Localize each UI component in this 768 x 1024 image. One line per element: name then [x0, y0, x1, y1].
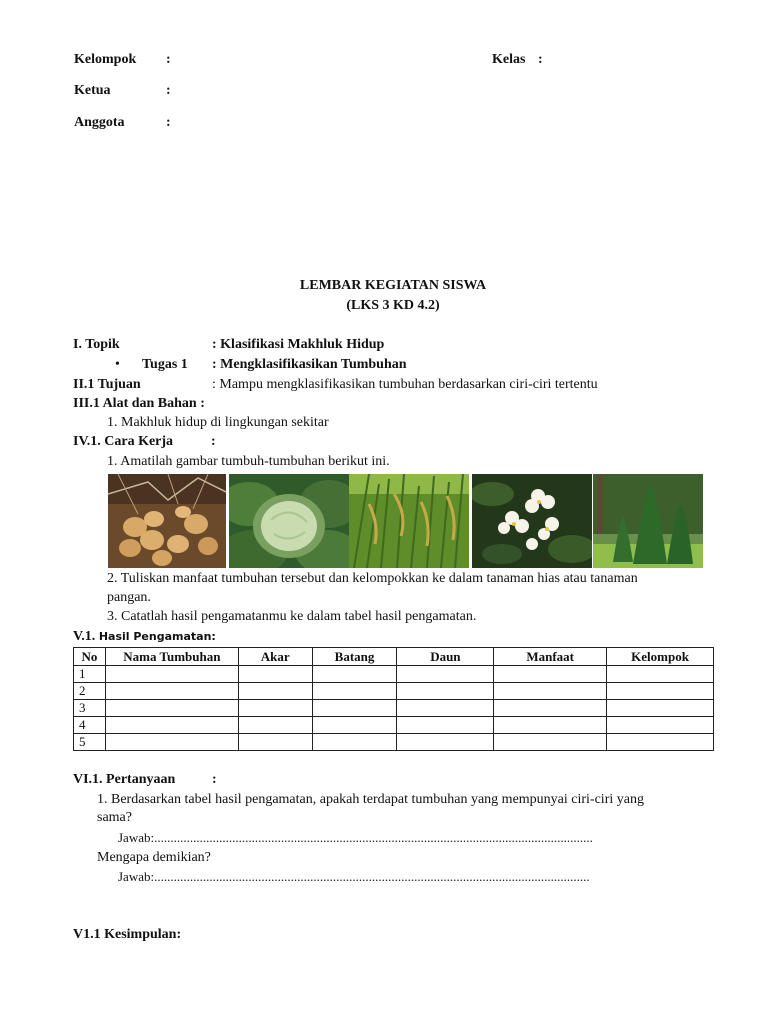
- table-cell[interactable]: [238, 717, 312, 734]
- column-header-no: No: [74, 648, 106, 666]
- table-cell[interactable]: [494, 666, 607, 683]
- table-cell[interactable]: [397, 734, 494, 751]
- table-row: [74, 717, 714, 734]
- anggota-colon: :: [166, 115, 171, 130]
- column-header-manfaat: Manfaat: [494, 648, 607, 666]
- column-header-akar: Akar: [238, 648, 312, 666]
- table-cell[interactable]: [105, 734, 238, 751]
- kelompok-label: Kelompok: [74, 52, 137, 67]
- row-number: 4: [74, 717, 106, 734]
- kelas-colon: :: [538, 52, 543, 67]
- tujuan-value: : Mampu mengklasifikasikan tumbuhan berdasarkan ciri-ciri tertentu: [212, 377, 598, 392]
- table-cell[interactable]: [238, 734, 312, 751]
- bullet-icon: •: [115, 357, 120, 372]
- observation-table: [73, 647, 714, 751]
- table-cell[interactable]: [312, 683, 397, 700]
- table-row: [74, 683, 714, 700]
- row-number: 3: [74, 700, 106, 717]
- row-number: 2: [74, 683, 106, 700]
- table-cell[interactable]: [607, 734, 714, 751]
- table-cell[interactable]: [494, 717, 607, 734]
- cara-kerja-colon: :: [211, 434, 216, 449]
- table-cell[interactable]: [494, 734, 607, 751]
- question-2: Mengapa demikian?: [97, 850, 211, 865]
- column-header-batang: Batang: [312, 648, 397, 666]
- cabbage-image: [229, 474, 349, 568]
- table-cell[interactable]: [105, 683, 238, 700]
- step-1: 1. Amatilah gambar tumbuh-tumbuhan berikut ini.: [107, 454, 390, 469]
- kelompok-colon: :: [166, 52, 171, 67]
- table-cell[interactable]: [312, 666, 397, 683]
- table-cell[interactable]: [238, 683, 312, 700]
- table-cell[interactable]: [607, 666, 714, 683]
- table-row: [74, 700, 714, 717]
- frangipani-flower-image: [472, 474, 592, 568]
- column-header-kelompok: Kelompok: [607, 648, 714, 666]
- step-3: 3. Catatlah hasil pengamatanmu ke dalam tabel hasil pengamatan.: [107, 609, 477, 624]
- table-cell[interactable]: [494, 700, 607, 717]
- table-cell[interactable]: [105, 666, 238, 683]
- ketua-colon: :: [166, 83, 171, 98]
- column-header-nama-tumbuhan: Nama Tumbuhan: [105, 648, 238, 666]
- hasil-pengamatan-label: [73, 629, 216, 645]
- tugas-value: : Mengklasifikasikan Tumbuhan: [212, 357, 407, 372]
- tugas-label: Tugas 1: [142, 357, 188, 372]
- hasil-pengamatan-number: V.1.: [73, 629, 96, 644]
- table-cell[interactable]: [312, 734, 397, 751]
- table-cell[interactable]: [397, 700, 494, 717]
- answer-line-2[interactable]: Jawab:......................................................................................................................................: [118, 869, 590, 884]
- table-cell[interactable]: [607, 700, 714, 717]
- alat-bahan-item: 1. Makhluk hidup di lingkungan sekitar: [107, 415, 329, 430]
- question-1-line-2: sama?: [97, 810, 132, 825]
- ketua-label: Ketua: [74, 83, 111, 98]
- kesimpulan-label: V1.1 Kesimpulan:: [73, 927, 182, 942]
- question-1-line-1: 1. Berdasarkan tabel hasil pengamatan, apakah terdapat tumbuhan yang mempunyai ciri-ciri yang: [97, 792, 644, 807]
- step-2-line-2: pangan.: [107, 590, 151, 605]
- potato-image: [108, 474, 226, 568]
- cara-kerja-label: IV.1. Cara Kerja: [73, 434, 174, 449]
- table-cell[interactable]: [312, 717, 397, 734]
- anggota-label: Anggota: [74, 115, 125, 130]
- table-header-row: [74, 648, 714, 666]
- table-cell[interactable]: [397, 717, 494, 734]
- document-subtitle: (LKS 3 KD 4.2): [346, 298, 440, 313]
- pertanyaan-colon: :: [212, 772, 217, 787]
- table-cell[interactable]: [494, 683, 607, 700]
- table-cell[interactable]: [105, 717, 238, 734]
- row-number: 1: [74, 666, 106, 683]
- table-row: [74, 734, 714, 751]
- table-cell[interactable]: [312, 700, 397, 717]
- tujuan-label: II.1 Tujuan: [73, 377, 141, 392]
- document-title: LEMBAR KEGIATAN SISWA: [299, 278, 487, 293]
- table-cell[interactable]: [105, 700, 238, 717]
- pertanyaan-label: VI.1. Pertanyaan: [73, 772, 176, 787]
- step-2-line-1: 2. Tuliskan manfaat tumbuhan tersebut dan kelompokkan ke dalam tanaman hias atau tanaman: [107, 571, 638, 586]
- table-cell[interactable]: [607, 683, 714, 700]
- table-cell[interactable]: [607, 717, 714, 734]
- rice-plant-image: [349, 474, 469, 568]
- row-number: 5: [74, 734, 106, 751]
- topik-label: I. Topik: [73, 337, 120, 352]
- alat-bahan-label: III.1 Alat dan Bahan :: [73, 396, 205, 411]
- topik-value: : Klasifikasi Makhluk Hidup: [212, 337, 385, 352]
- table-cell[interactable]: [397, 683, 494, 700]
- table-cell[interactable]: [397, 666, 494, 683]
- answer-line-1[interactable]: Jawab:.......................................................................................................................................: [118, 830, 593, 845]
- column-header-daun: Daun: [397, 648, 494, 666]
- table-row: [74, 666, 714, 683]
- table-cell[interactable]: [238, 700, 312, 717]
- table-cell[interactable]: [238, 666, 312, 683]
- hasil-pengamatan-text: Hasil Pengamatan:: [98, 630, 216, 643]
- cypress-tree-image: [593, 474, 703, 568]
- kelas-label: Kelas: [492, 52, 526, 67]
